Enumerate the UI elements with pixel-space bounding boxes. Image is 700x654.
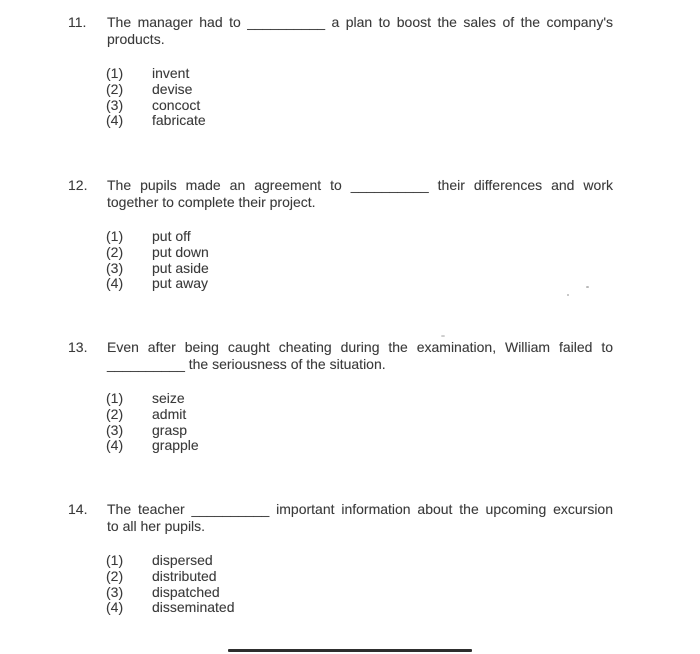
option-label: disseminated: [152, 599, 235, 616]
option-number: (2): [106, 405, 124, 422]
option-row: [106, 98, 700, 114]
question-text-line-1: The teacher __________ important information about the upcoming excursion: [107, 501, 613, 517]
option-row: [106, 391, 700, 407]
option-number: (1): [106, 65, 124, 81]
option-label: fabricate: [152, 112, 206, 129]
question-text-line-2: to all her pupils.: [107, 518, 206, 534]
question-number: 11.: [68, 14, 87, 30]
question-text-line-1: Even after being caught cheating during the examination, William failed to: [107, 339, 613, 355]
question-13-header: [0, 339, 700, 373]
option-row: [106, 423, 700, 439]
option-row: [106, 585, 700, 601]
option-number: (1): [106, 228, 124, 244]
option-number: (4): [106, 599, 124, 616]
option-label: grapple: [152, 437, 199, 454]
question-text-line-2: together to complete their project.: [107, 194, 316, 210]
option-row: [106, 229, 700, 245]
option-row: [106, 113, 700, 129]
footer-rule: [228, 649, 472, 652]
question-text: [107, 177, 613, 211]
option-label: devise: [152, 80, 193, 97]
option-number: (1): [106, 390, 124, 406]
option-number: (1): [106, 552, 124, 568]
options-list: [106, 229, 700, 292]
option-number: (4): [106, 437, 124, 454]
option-label: admit: [152, 405, 187, 422]
option-number: (3): [106, 583, 124, 600]
option-row: [106, 261, 700, 277]
scan-speck: [441, 335, 445, 337]
option-label: put aside: [152, 259, 209, 276]
question-text: [107, 501, 613, 535]
question-text-line-1: The manager had to __________ a plan to boost the sales of the company's: [107, 14, 613, 30]
options-list: [106, 391, 700, 454]
question-number: 13.: [68, 339, 88, 355]
question-text-line-1: The pupils made an agreement to __________ their differences and work: [107, 177, 613, 193]
question-14-header: [0, 501, 700, 535]
option-label: seize: [152, 390, 185, 406]
option-row: [106, 82, 700, 98]
option-label: put off: [152, 228, 191, 244]
option-label: put away: [152, 275, 209, 292]
option-label: concoct: [152, 96, 201, 113]
question-block-14: [0, 501, 700, 616]
question-number: 14.: [68, 501, 88, 517]
option-number: (3): [106, 259, 124, 276]
question-text-line-2: __________ the seriousness of the situation.: [107, 356, 386, 372]
options-list: [106, 553, 700, 616]
question-12-header: [0, 177, 700, 211]
option-label: dispatched: [152, 583, 220, 600]
scan-speck: [586, 286, 589, 288]
option-number: (3): [106, 96, 124, 113]
option-number: (2): [106, 243, 124, 260]
question-text-line-2: products.: [107, 31, 165, 47]
option-label: put down: [152, 243, 209, 260]
question-block-11: [0, 14, 700, 129]
option-label: dispersed: [152, 552, 213, 568]
question-text: [107, 14, 613, 48]
option-number: (2): [106, 80, 124, 97]
option-row: [106, 407, 700, 423]
option-number: (3): [106, 421, 124, 438]
question-block-12: [0, 177, 700, 292]
option-number: (2): [106, 567, 124, 584]
question-block-13: [0, 339, 700, 454]
option-row: [106, 66, 700, 82]
scan-speck: [567, 294, 569, 296]
option-row: [106, 553, 700, 569]
option-row: [106, 569, 700, 585]
question-11-header: [0, 14, 700, 48]
option-number: (4): [106, 112, 124, 129]
question-text: [107, 339, 613, 373]
option-row: [106, 600, 700, 616]
option-row: [106, 438, 700, 454]
option-label: distributed: [152, 567, 217, 584]
option-row: [106, 276, 700, 292]
question-number: 12.: [68, 177, 88, 193]
option-label: invent: [152, 65, 190, 81]
option-number: (4): [106, 275, 124, 292]
options-list: [106, 66, 700, 129]
option-label: grasp: [152, 421, 188, 438]
option-row: [106, 245, 700, 261]
